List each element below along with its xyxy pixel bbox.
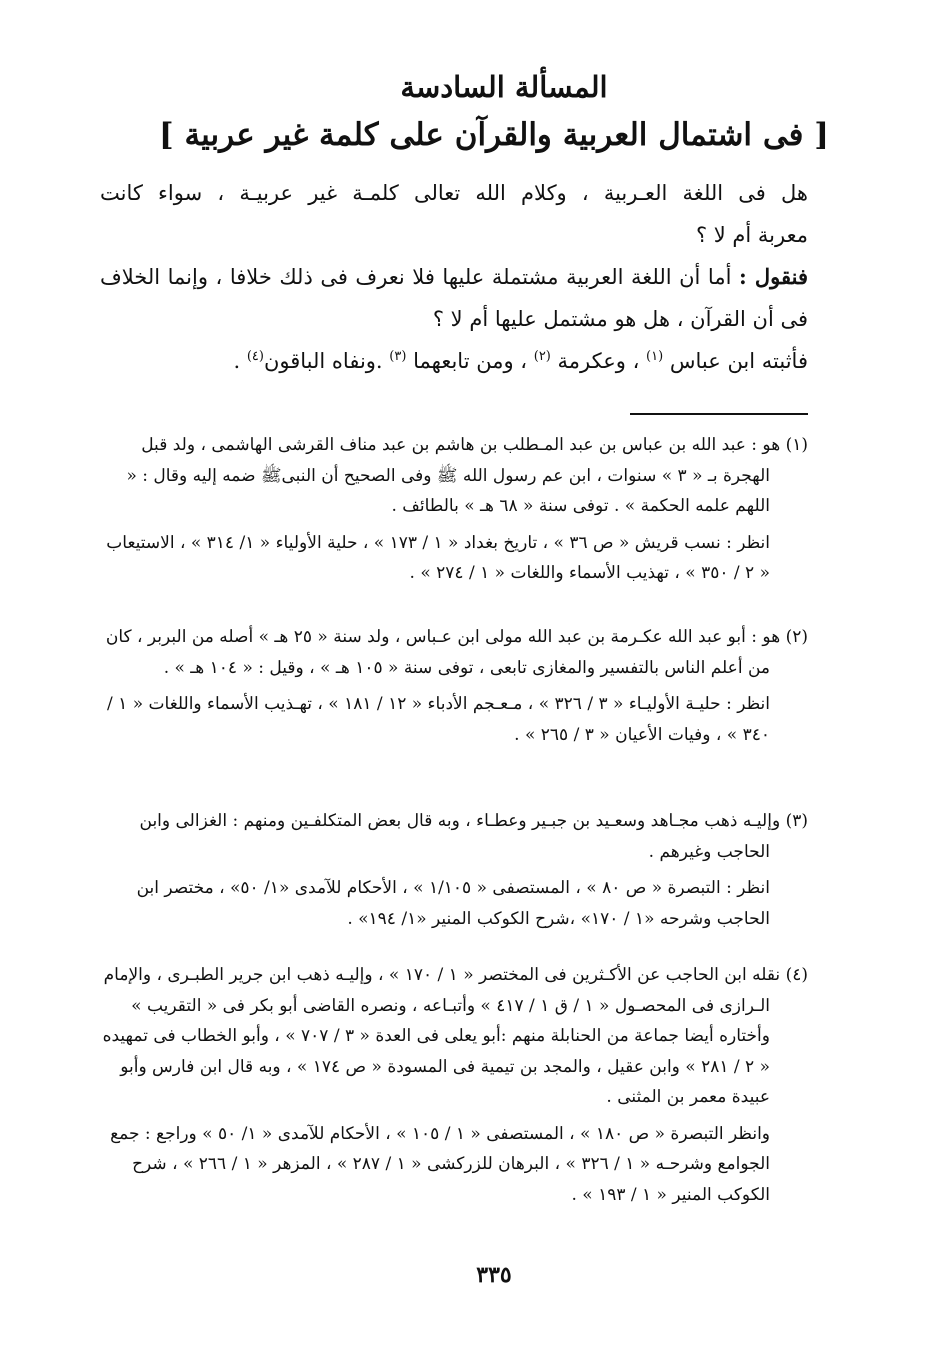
- footnote-sources: انظر : التبصرة « ص ٨٠ » ، المستصفى « ١/١٠٥ » ، الأحكام للآمدى «١/ ٥٠» ، مختصر ابن الحاجب وشرحه «١ / ١٧٠» ،شرح الكوكب المنير «١/ ١٩٤» .: [136, 878, 770, 929]
- footnote-2: [100, 622, 808, 750]
- footnote-number: (١): [785, 435, 808, 455]
- footnote-sources: انظر : نسب قريش « ص ٣٦ » ، تاريخ بغداد « ١ / ١٧٣ » ، حلية الأولياء « ١/ ٣١٤ » ، الاستيعاب « ٢ / ٣٥٠ » ، تهذيب الأسماء واللغات « ١ / ٢٧٤ » .: [106, 532, 770, 583]
- footnote-text: هو : أبو عبد الله عكـرمة بن عبد الله مولى ابن عـباس ، ولد سنة « ٢٥ هـ » أصله من البربر ، كان من أعلم الناس بالتفسير والمغازى تابعى ، توفى سنة « ١٠٥ هـ » ، وقيل : « ١٠٤ هـ » .: [105, 627, 781, 678]
- answer-text: أما أن اللغة العربية مشتملة عليها فلا نعرف فى ذلك خلافا ، وإنما الخلاف فى أن القرآن ، هل هو مشتمل عليها أم لا ؟: [100, 265, 808, 331]
- question-paragraph: [100, 172, 808, 256]
- footnote-marker-1[interactable]: (١): [646, 349, 664, 364]
- footnote-text: هو : عبد الله بن عباس بن عبد المـطلب بن هاشم بن عبد مناف القرشى الهاشمى ، ولد قبل الهجرة بـ « ٣ » سنوات ، ابن عم رسول الله ﷺ وفى الصحيح أن النبىﷺ ضمه إليه وقال : « اللهم علمه الحكمة » . توفى سنة « ٦٨ هـ » بالطائف .: [126, 435, 781, 516]
- footnote-sources: وانظر التبصرة « ص ١٨٠ » ، المستصفى « ١ / ١٠٥ » ، الأحكام للآمدى « ١/ ٥٠ » وراجع : جمع الجوامع وشرحـه « ١ / ٣٢٦ » ، البرهان للزركشى « ١ / ٢٨٧ » ، المزهر « ١ / ٢٦٦ » ، شرح الكوكب المنير « ١ / ١٩٣ » .: [110, 1123, 770, 1205]
- opinions-text-d: .ونفاه الباقون: [263, 349, 390, 373]
- footnote-3: [100, 806, 808, 934]
- opinions-text-c: ، ومن تابعهما: [406, 349, 534, 373]
- opinions-text-a: فأثبته ابن عباس: [663, 349, 808, 373]
- answer-lead: فنقول :: [738, 264, 808, 289]
- footnote-text: وإليـه ذهب مجـاهد وسعـيد بن جبـير وعطـاء ، وبه قال بعض المتكلفـين ومنهم : الغزالى وابن الحاجب وغيرهم .: [139, 811, 781, 862]
- footnote-number: (٢): [785, 627, 808, 647]
- footnote-divider: [630, 413, 808, 415]
- question-line-1: هل فى اللغة العـربية ، وكلام الله تعالى كلمـة غير عربيـة ، سواء كانت: [100, 181, 808, 205]
- footnote-marker-2[interactable]: (٢): [533, 349, 551, 364]
- page-number: ٣٣٥: [476, 1262, 512, 1288]
- footnote-number: (٤): [785, 965, 808, 985]
- footnote-4: [100, 960, 808, 1210]
- opinions-paragraph: [100, 340, 808, 382]
- footnote-marker-3[interactable]: (٣): [389, 349, 407, 364]
- footnote-text: نقله ابن الحاجب عن الأكـثرين فى المختصر « ١ / ١٧٠ » ، وإليـه ذهب ابن جرير الطبـرى ، والإمام الـرازى فى المحصـول « ١ / ق ١ / ٤١٧ » وأتبـاعه ، ونصره القاضى أبو بكر فى « التقريب » وأختاره أيضا جماعة من الحنابلة منهم :أبو يعلى فى العدة « ٣ / ٧٠٧ » ، وأبو الخطاب فى تمهيده « ٢ / ٢٨١ » وابن عقيل ، والمجد بن تيمية فى المسودة « ص ١٧٤ » ، وبه قال ابن فارس وأبو عبيدة معمر بن المثنى .: [102, 965, 781, 1107]
- footnote-sources: انظر : حليـة الأوليـاء « ٣ / ٣٢٦ » ، مـعـجم الأدباء « ١٢ / ١٨١ » ، تهـذيب الأسماء واللغات « ١ / ٣٤٠ » ، وفيات الأعيان « ٣ / ٢٦٥ » .: [107, 694, 770, 745]
- footnote-number: (٣): [785, 811, 808, 831]
- footnote-marker-4[interactable]: (٤): [246, 349, 264, 364]
- opinions-text-b: ، وعكرمة: [550, 349, 647, 373]
- opinions-text-e: .: [233, 349, 247, 373]
- answer-paragraph: [100, 256, 808, 340]
- footnote-1: [100, 430, 808, 589]
- section-subtitle: [ فى اشتمال العربية والقرآن على كلمة غير عربية ]: [159, 117, 829, 153]
- question-line-2: معربة أم لا ؟: [695, 223, 808, 247]
- section-title: المسألة السادسة: [400, 70, 608, 104]
